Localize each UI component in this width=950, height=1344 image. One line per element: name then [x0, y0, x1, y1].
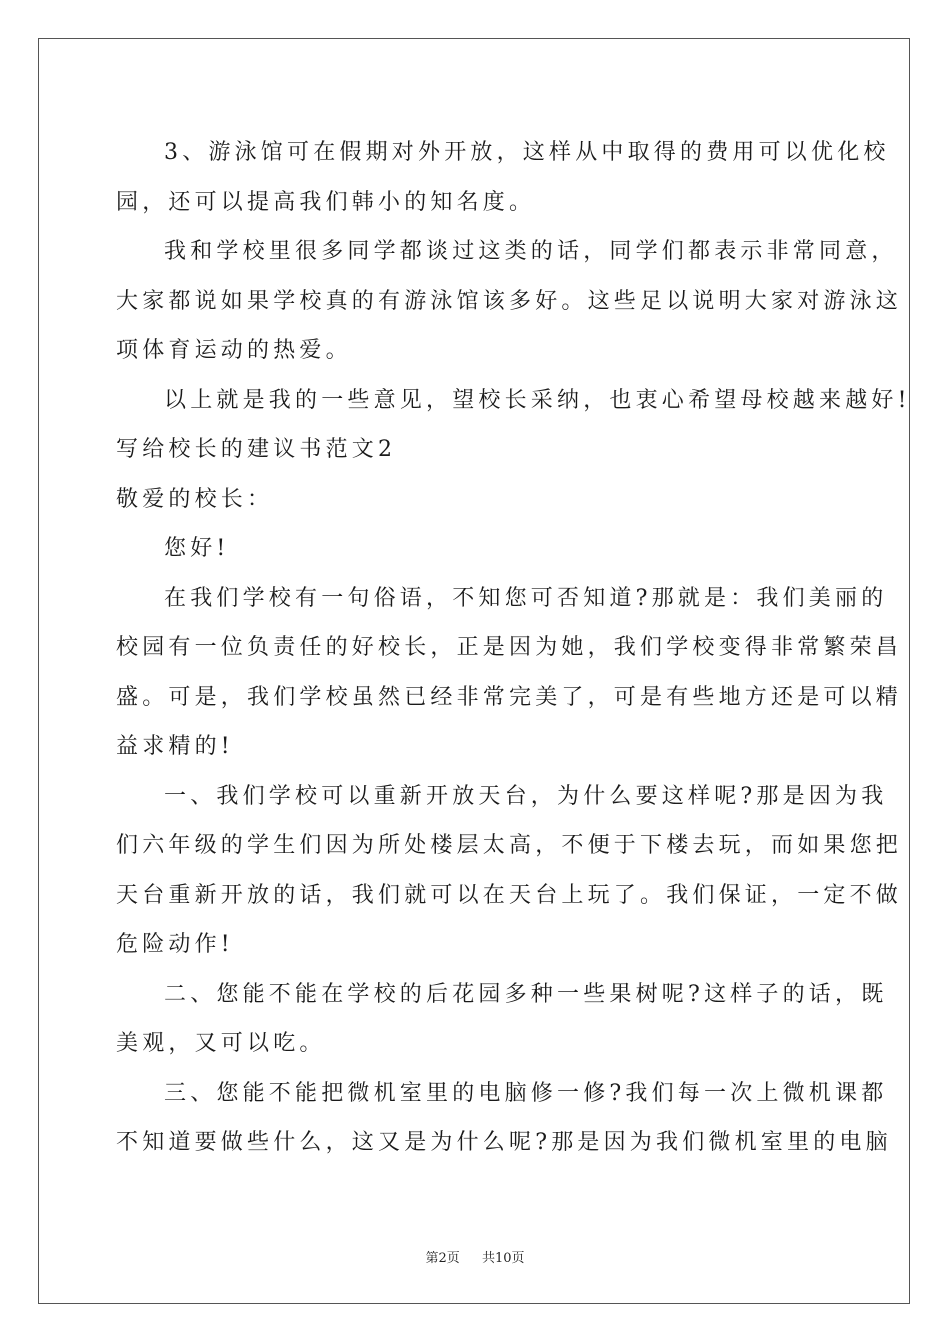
document-body [116, 128, 911, 1168]
paragraph-line: 一、我们学校可以重新开放天台，为什么要这样呢?那是因为我 [164, 783, 888, 809]
paragraph-line: 我和学校里很多同学都谈过这类的话，同学们都表示非常同意， [164, 239, 898, 264]
paragraph-line: 三、您能不能把微机室里的电脑修一修?我们每一次上微机课都 [164, 1080, 888, 1106]
page-number: 第2页 [425, 1251, 460, 1266]
paragraph-line: 不知道要做些什么，这又是为什么呢?那是因为我们微机室里的电脑 [116, 1130, 892, 1155]
paragraph-line: 美观，又可以吃。 [116, 1031, 326, 1056]
paragraph-line: 3、游泳馆可在假期对外开放，这样从中取得的费用可以优化校 [164, 140, 890, 165]
paragraph-line: 园，还可以提高我们韩小的知名度。 [116, 189, 536, 215]
paragraph-line: 们六年级的学生们因为所处楼层太高，不便于下楼去玩，而如果您把 [116, 833, 903, 858]
paragraph-line: 危险动作! [116, 932, 234, 957]
paragraph-line: 益求精的! [116, 734, 234, 759]
greeting: 您好! [164, 536, 230, 561]
paragraph-line: 以上就是我的一些意见，望校长采纳，也衷心希望母校越来越好! [164, 387, 911, 413]
paragraph-line: 校园有一位负责任的好校长，正是因为她，我们学校变得非常繁荣昌 [116, 635, 903, 660]
page-total: 共10页 [482, 1251, 525, 1266]
salutation: 敬爱的校长： [116, 486, 274, 512]
section-title: 写给校长的建议书范文2 [116, 437, 397, 462]
page-footer [0, 1247, 950, 1266]
paragraph-line: 大家都说如果学校真的有游泳馆该多好。这些足以说明大家对游泳这 [116, 288, 903, 314]
paragraph-line: 天台重新开放的话，我们就可以在天台上玩了。我们保证，一定不做 [116, 882, 903, 908]
paragraph-line: 二、您能不能在学校的后花园多种一些果树呢?这样子的话，既 [164, 981, 888, 1007]
paragraph-line: 在我们学校有一句俗语，不知您可否知道?那就是：我们美丽的 [164, 585, 888, 611]
paragraph-line: 盛。可是，我们学校虽然已经非常完美了，可是有些地方还是可以精 [116, 684, 903, 710]
paragraph-line: 项体育运动的热爱。 [116, 338, 352, 363]
